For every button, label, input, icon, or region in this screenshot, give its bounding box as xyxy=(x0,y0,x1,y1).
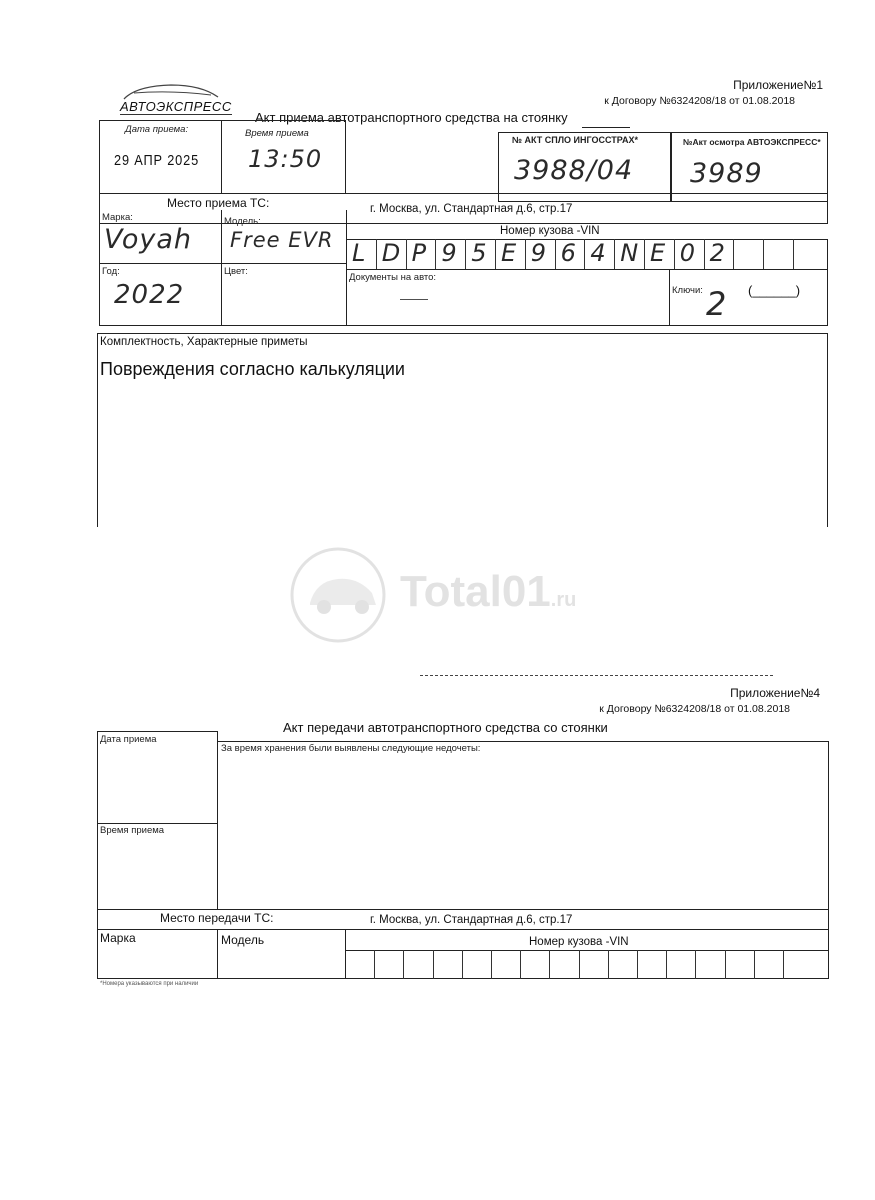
keys-value: 2 xyxy=(706,285,728,323)
model-label-2: Модель xyxy=(221,933,265,947)
equipment-value: Повреждения согласно калькуляции xyxy=(100,359,405,379)
vin-cells-2 xyxy=(345,950,829,979)
vin-cell-divider xyxy=(763,239,764,270)
vin-char: E xyxy=(501,239,518,267)
place-value: г. Москва, ул. Стандартная д.6, стр.17 xyxy=(370,203,573,215)
model-label: Модель: xyxy=(224,216,261,227)
vin-char: L xyxy=(352,239,367,267)
brand-value: Voyah xyxy=(104,224,193,255)
vin-cell-divider xyxy=(465,239,466,270)
vin-char: 0 xyxy=(679,239,697,267)
vin-cell-divider xyxy=(644,239,645,270)
vin-char: 9 xyxy=(441,239,458,267)
vin-char: P xyxy=(411,239,428,267)
watermark-logo-icon xyxy=(288,545,398,645)
time-label: Время приема xyxy=(245,128,309,139)
model-value: Free EVR xyxy=(230,228,334,252)
vin-cell-divider xyxy=(374,950,375,979)
vin-cell-divider xyxy=(704,239,705,270)
vin-cell-divider xyxy=(549,950,550,979)
date-label-2: Дата приема xyxy=(100,734,157,745)
defects-box xyxy=(217,741,829,910)
vin-cell-divider xyxy=(608,950,609,979)
equipment-label: Комплектность, Характерные приметы xyxy=(100,336,308,348)
vin-cell-divider xyxy=(733,239,734,270)
vin-char: E xyxy=(650,239,667,267)
vin-cell-divider xyxy=(666,950,667,979)
vin-char: 4 xyxy=(590,239,607,267)
vin-cell-divider xyxy=(725,950,726,979)
vin-char: N xyxy=(620,239,640,267)
color-label: Цвет: xyxy=(224,266,248,277)
vin-label-2: Номер кузова -VIN xyxy=(529,936,629,948)
vin-cell-divider xyxy=(584,239,585,270)
vin-cell-divider xyxy=(637,950,638,979)
logo-text: АВТОЭКСПРЕСС xyxy=(120,99,232,114)
vin-cell-divider xyxy=(695,950,696,979)
act-insurer-value: 3988/04 xyxy=(514,155,634,186)
vin-char: 9 xyxy=(530,239,548,267)
brand-label: Марка: xyxy=(102,212,133,223)
vin-cell-divider xyxy=(462,950,463,979)
vin-cell-divider xyxy=(520,950,521,979)
vin-cell-divider xyxy=(579,950,580,979)
place-label: Место приема ТС: xyxy=(167,196,270,210)
docs-label: Документы на авто: xyxy=(349,272,437,283)
year-label: Год: xyxy=(102,266,120,277)
act-inspection-value: 3989 xyxy=(690,158,763,189)
defects-label: За время хранения были выявлены следующие недочеты: xyxy=(221,743,481,754)
vin-char: 2 xyxy=(709,239,726,267)
docs-value: —— xyxy=(400,290,428,306)
date-time-box xyxy=(97,731,218,910)
vin-char: 6 xyxy=(560,239,577,267)
vin-cell-divider xyxy=(614,239,615,270)
vin-cell-divider xyxy=(403,950,404,979)
act-insurer-label: № АКТ СПЛО ИНГОССТРАХ* xyxy=(512,135,638,145)
vin-char: D xyxy=(381,239,402,267)
vin-cell-divider xyxy=(376,239,377,270)
vin-cell-divider xyxy=(495,239,496,270)
vin-char: 5 xyxy=(471,239,488,267)
year-value: 2022 xyxy=(114,280,185,310)
place-value-2: г. Москва, ул. Стандартная д.6, стр.17 xyxy=(370,914,573,926)
keys-label: Ключи: xyxy=(672,285,703,296)
act-inspection-label: №Акт осмотра АВТОЭКСПРЕСС* xyxy=(683,137,821,147)
date-stamp: 29 АПР 2025 xyxy=(114,152,200,169)
vin-cell-divider xyxy=(433,950,434,979)
contract-reference-2: к Договору №6324208/18 от 01.08.2018 xyxy=(599,703,790,715)
vin-cell-divider xyxy=(674,239,675,270)
company-logo xyxy=(116,82,232,120)
appendix-number-2: Приложение№4 xyxy=(730,686,820,700)
vin-cell-divider xyxy=(525,239,526,270)
date-label: Дата приема: xyxy=(125,124,189,135)
vin-cell-divider xyxy=(435,239,436,270)
appendix-number: Приложение№1 xyxy=(733,78,823,92)
footnote: *Номера указываются при наличии xyxy=(100,981,199,987)
contract-reference: к Договору №6324208/18 от 01.08.2018 xyxy=(604,95,795,107)
keys-parenthesis: (______) xyxy=(748,283,801,298)
watermark-text: Total01.ru xyxy=(400,567,577,616)
form-title-2: Акт передачи автотранспортного средства со стоянки xyxy=(283,720,608,735)
time-label-2: Время приема xyxy=(100,825,165,836)
vin-cells xyxy=(346,239,828,270)
vin-cell-divider xyxy=(793,239,794,270)
watermark xyxy=(288,545,608,645)
place-label-2: Место передачи ТС: xyxy=(160,911,274,925)
vin-cell-divider xyxy=(406,239,407,270)
vin-label: Номер кузова -VIN xyxy=(500,225,600,237)
vin-cell-divider xyxy=(783,950,784,979)
vin-cell-divider xyxy=(555,239,556,270)
brand-label-2: Марка xyxy=(100,931,136,945)
time-value: 13:50 xyxy=(248,145,323,173)
vin-cell-divider xyxy=(754,950,755,979)
form-title: Акт приема автотранспортного средства на стоянку xyxy=(255,110,568,125)
vin-cell-divider xyxy=(491,950,492,979)
